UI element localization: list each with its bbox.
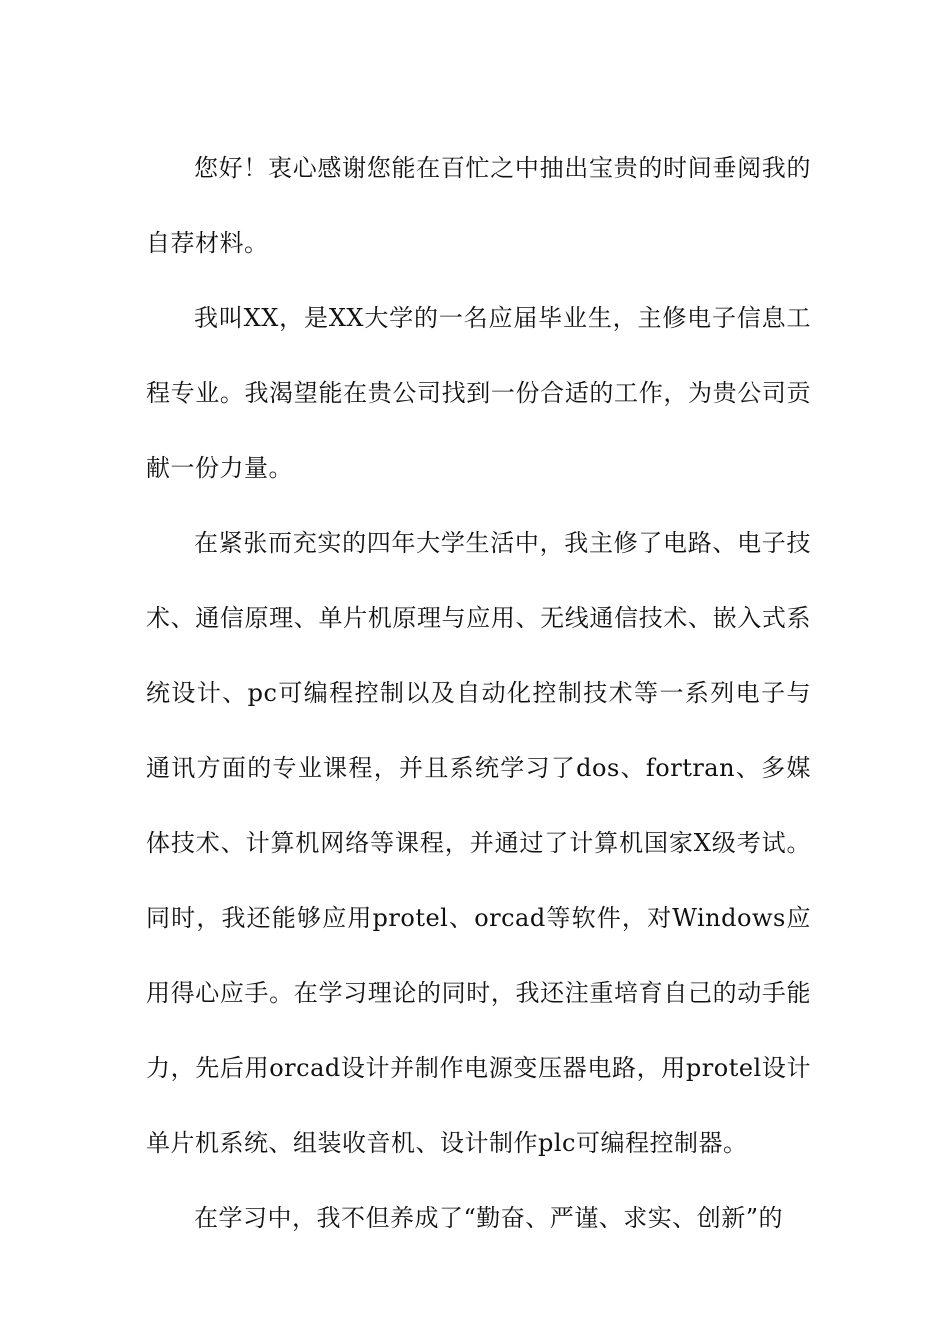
paragraph-habits: 在学习中，我不但养成了“勤奋、严谨、求实、创新”的 xyxy=(194,1204,784,1232)
letter-body xyxy=(146,131,811,1256)
paragraph-studies: 在紧张而充实的四年大学生活中，我主修了电路、电子技术、通信原理、单片机原理与应用、无线通信技术、嵌入式系统设计、pc可编程控制以及自动化控制技术等一系列电子与通讯方面的专业课程，并且系统学习了dos、fortran、多媒体技术、计算机网络等课程，并通过了计算机国家X级考试。同时，我还能够应用protel、orcad等软件，对Windows应用得心应手。在学习理论的同时，我还注重培育自己的动手能力，先后用orcad设计并制作电源变压器电路，用protel设计单片机系统、组装收音机、设计制作plc可编程控制器。 xyxy=(146,529,811,1157)
paragraph-introduction: 我叫XX，是XX大学的一名应届毕业生，主修电子信息工程专业。我渴望能在贵公司找到一份合适的工作，为贵公司贡献一份力量。 xyxy=(146,304,811,482)
paragraph-greeting: 您好！衷心感谢您能在百忙之中抽出宝贵的时间垂阅我的自荐材料。 xyxy=(146,154,811,257)
